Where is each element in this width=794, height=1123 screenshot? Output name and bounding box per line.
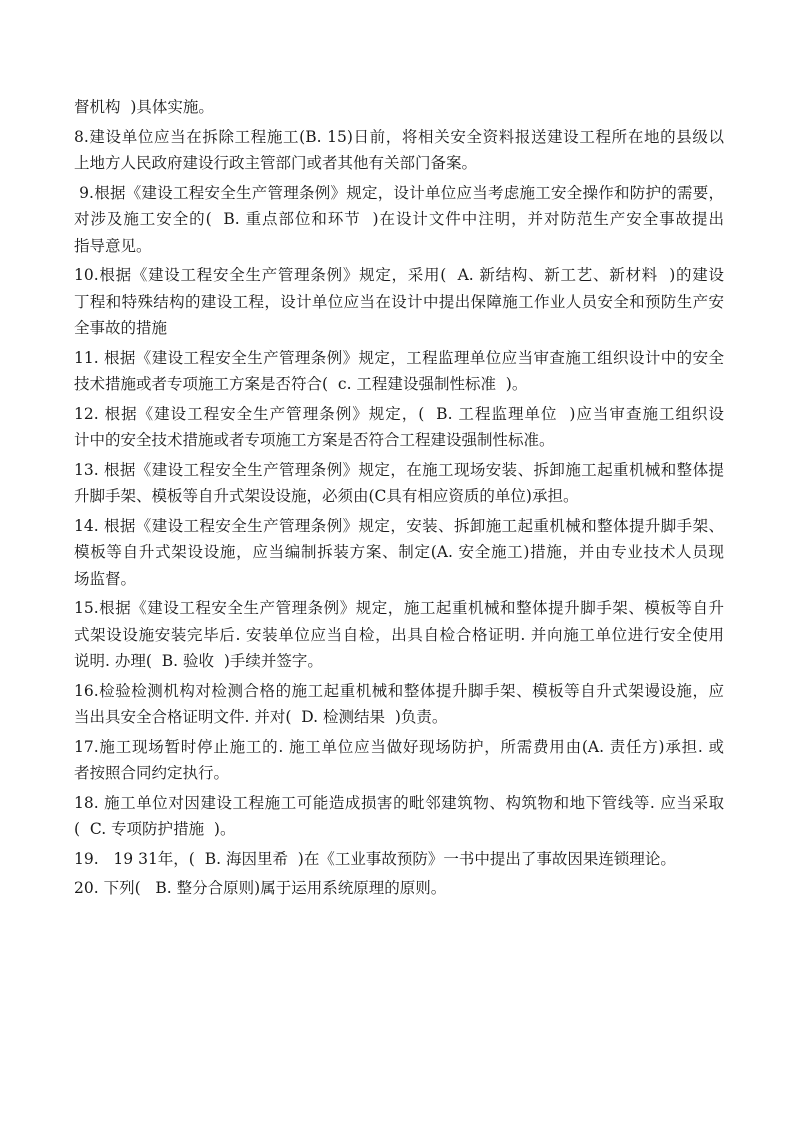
text-line: ( C. 专项防护措施 )。	[74, 820, 236, 838]
text-line: 14. 根据《建设工程安全生产管理条例》规定，安装、拆卸施工起重机械和整体提升脚手架、	[74, 516, 724, 535]
paragraph-q11	[74, 345, 724, 398]
text-line: 15.根据《建设工程安全生产管理条例》规定，施工起重机械和整体提升脚手架、模板等自升	[74, 599, 724, 617]
text-line: 场监督。	[74, 569, 137, 588]
text-line: 指导意见。	[74, 236, 152, 255]
text-line: 当出具安全合格证明文件. 并对( D. 检测结果 )负责。	[74, 708, 448, 726]
text-line: 12. 根据《建设工程安全生产管理条例》规定，( B. 工程监理单位 )应当审查施工组织设	[74, 404, 724, 423]
text-line: 19. 19 31年，( B. 海因里希 )在《工业事故预防》一书中提出了事故因果连锁理论。	[74, 849, 676, 868]
text-line: 8.建设单位应当在拆除工程施工(B. 15)日前，将相关安全资料报送建设工程所在地的县级以	[74, 127, 724, 146]
document-page	[74, 94, 724, 902]
text-line: 17.施工现场暂时停止施工的. 施工单位应当做好现场防护，所需费用由(A. 责任方)承担. 或	[74, 737, 724, 756]
text-line: 18. 施工单位对因建设工程施工可能造成损害的毗邻建筑物、构筑物和地下管线等. 应当采取	[74, 793, 724, 812]
text-line: 升脚手架、模板等自升式架设设施，必须由(C具有相应资质的单位)承担。	[74, 487, 579, 505]
text-line: 式架设设施安装完毕后. 安装单位应当自检，出具自检合格证明. 并向施工单位进行安全使用	[74, 625, 724, 644]
paragraph-q15	[74, 595, 724, 675]
text-line: 9.根据《建设工程安全生产管理条例》规定，设计单位应当考虑施工安全操作和防护的需要，	[74, 183, 724, 202]
paragraph-q16	[74, 678, 724, 731]
paragraph-q19	[74, 846, 724, 873]
text-line: 上地方人民政府建设行政主管部门或者其他有关部门备案。	[74, 154, 478, 172]
text-line: 模板等自升式架设设施，应当编制拆装方案、制定(A. 安全施工)措施，并由专业技术人员现	[74, 543, 724, 561]
text-line: 对涉及施工安全的( B. 重点部位和环节 )在设计文件中注明，并对防范生产安全事故提出	[74, 210, 724, 228]
text-line: 11. 根据《建设工程安全生产管理条例》规定，工程监理单位应当审查施工组织设计中的安全	[74, 348, 724, 367]
paragraph-q12	[74, 401, 724, 454]
text-line: 10.根据《建设工程安全生产管理条例》规定，采用( A. 新结构、新工艺、新材料 )的建设	[74, 266, 724, 284]
paragraph-q20	[74, 875, 724, 902]
text-line: 说明. 办理( B. 验收 )手续并签字。	[74, 652, 323, 670]
paragraph-q14	[74, 513, 724, 593]
text-line: 技术措施或者专项施工方案是否符合( c. 工程建设强制性标准 )。	[74, 375, 528, 393]
paragraph-q9	[74, 180, 724, 260]
paragraph-0	[74, 94, 724, 121]
text-line: 20. 下列( B. 整分合原则)属于运用系统原理的原则。	[74, 879, 447, 897]
paragraph-q18	[74, 790, 724, 843]
text-line: 全事故的措施	[74, 319, 168, 337]
paragraph-q13	[74, 457, 724, 510]
paragraph-q8	[74, 124, 724, 177]
paragraph-q17	[74, 734, 724, 787]
paragraph-q10	[74, 262, 724, 342]
text-line: 者按照合同约定执行。	[74, 764, 230, 782]
text-line: 丁程和特殊结构的建设工程，设计单位应当在设计中提出保障施工作业人员安全和预防生产安	[74, 292, 724, 311]
text-line: 16.检验检测机构对检测合格的施工起重机械和整体提升脚手架、模板等自升式架谩设施，应	[74, 681, 724, 700]
text-line: 督机构 )具体实施。	[74, 98, 214, 116]
text-line: 计中的安全技术措施或者专项施工方案是否符合工程建设强制性标准。	[74, 431, 555, 449]
text-line: 13. 根据《建设工程安全生产管理条例》规定，在施工现场安装、拆卸施工起重机械和整体提	[74, 460, 724, 479]
